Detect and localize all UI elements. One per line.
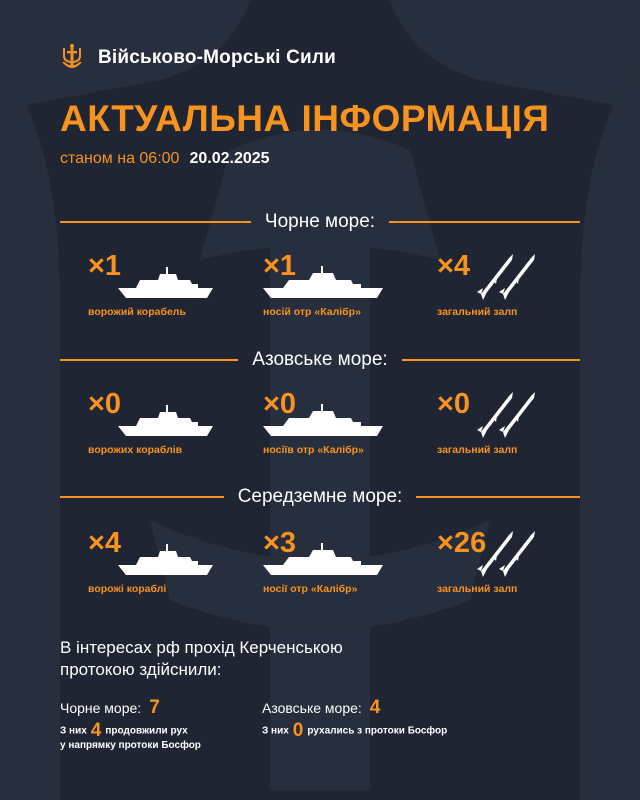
stat-label: Азовське море: (262, 700, 362, 716)
stat-value: 4 (369, 697, 381, 718)
detail-prefix: З них (262, 725, 289, 737)
count: ×3 (263, 527, 297, 559)
stat-total-salvo (437, 388, 587, 458)
divider (60, 221, 251, 223)
stat-enemy-ships (88, 388, 238, 458)
missile-icon (475, 388, 547, 438)
as-of-date: 20.02.2025 (189, 150, 270, 167)
missile-icon (475, 250, 547, 300)
trident-anchor-icon (60, 44, 84, 72)
stat-label: Чорне море: (60, 700, 142, 716)
stat-kalibr-carriers (263, 250, 413, 320)
page-title: АКТУАЛЬНА ІНФОРМАЦІЯ (60, 98, 550, 139)
caption: носій отр «Калібр» (263, 306, 361, 318)
detail-suffix: рухались з протоки Босфор (307, 725, 448, 737)
caption: загальний залп (437, 306, 518, 318)
divider (416, 496, 580, 498)
as-of-label: станом на 06:00 (60, 150, 180, 167)
detail-value: 4 (90, 720, 102, 741)
caption: носіїв отр «Калібр» (263, 444, 364, 456)
count: ×1 (263, 250, 297, 282)
warship-icon (118, 541, 213, 575)
detail-line2: у напрямку протоки Босфор (60, 739, 201, 751)
passage-black-sea (60, 697, 160, 719)
sea-name: Чорне море: (264, 211, 376, 232)
warship-icon (263, 264, 383, 298)
passage-azov-sea (262, 697, 380, 719)
caption: ворожі кораблі (88, 583, 167, 595)
count: ×4 (437, 250, 471, 282)
stat-kalibr-carriers (263, 388, 413, 458)
missile-icon (475, 527, 547, 577)
org-header (60, 44, 336, 72)
org-name: Військово-Морські Сили (98, 47, 337, 68)
warship-icon (118, 402, 213, 436)
sea-header-azov (60, 345, 580, 375)
caption: загальний залп (437, 583, 518, 595)
detail-prefix: З них (60, 725, 87, 737)
warship-icon (263, 402, 383, 436)
divider (60, 496, 224, 498)
passage-azov-sea-detail (262, 720, 448, 741)
caption: ворожий корабель (88, 306, 186, 318)
as-of-line (60, 150, 270, 168)
passage-heading: В інтересах рф прохід Керченською протокою здійснили: (60, 638, 343, 679)
stat-enemy-ships (88, 527, 238, 597)
caption: носії отр «Калібр» (263, 583, 358, 595)
sea-name: Середземне море: (237, 486, 403, 507)
count: ×26 (437, 527, 487, 559)
count: ×4 (88, 527, 122, 559)
stat-total-salvo (437, 527, 587, 597)
stat-value: 7 (149, 697, 160, 718)
divider (389, 221, 580, 223)
detail-value: 0 (292, 720, 304, 741)
caption: ворожих кораблів (88, 444, 183, 456)
count: ×0 (437, 388, 471, 420)
passage-black-sea-detail (60, 720, 201, 753)
count: ×1 (88, 250, 122, 282)
stat-total-salvo (437, 250, 587, 320)
sea-header-black (60, 207, 580, 237)
detail-suffix: продовжили рух (105, 725, 188, 737)
divider (402, 359, 580, 361)
divider (60, 359, 238, 361)
stat-enemy-ships (88, 250, 238, 320)
warship-icon (118, 264, 213, 298)
stat-kalibr-carriers (263, 527, 413, 597)
count: ×0 (88, 388, 122, 420)
warship-icon (263, 541, 383, 575)
caption: загальний залп (437, 444, 518, 456)
count: ×0 (263, 388, 297, 420)
sea-name: Азовське море: (252, 349, 388, 370)
sea-header-mediterranean (60, 482, 580, 512)
